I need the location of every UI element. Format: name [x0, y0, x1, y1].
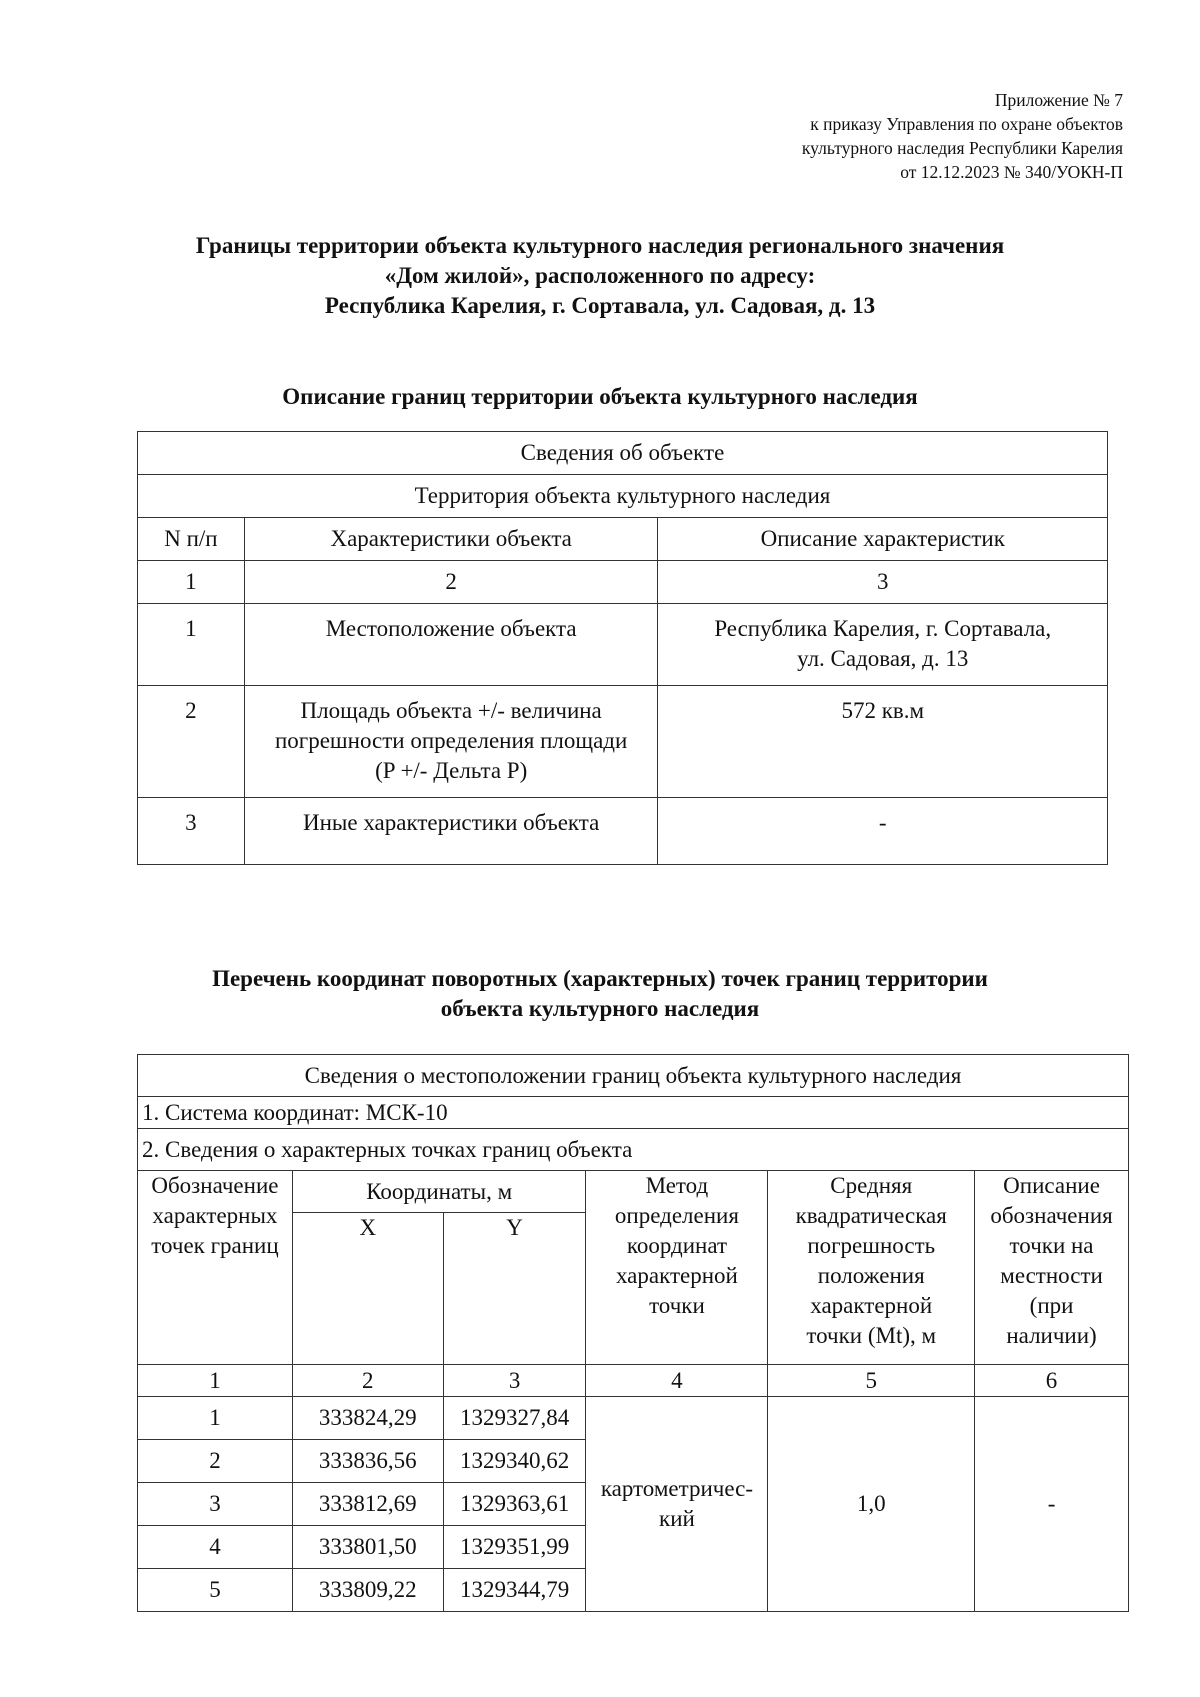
object-info-table — [137, 431, 1108, 865]
point-number: 1 — [138, 1397, 293, 1440]
heading-line: Перечень координат поворотных (характерных) точек границ территории — [212, 966, 988, 991]
header-y: Y — [443, 1213, 586, 1365]
method-cell — [586, 1397, 768, 1612]
table-row — [138, 604, 1108, 686]
row-characteristic — [244, 686, 658, 798]
header-line: точек границ — [151, 1233, 279, 1258]
row-number: 2 — [138, 686, 245, 798]
description-line: Республика Карелия, г. Сортавала, — [714, 616, 1052, 641]
description-cell: - — [975, 1397, 1129, 1612]
point-number: 5 — [138, 1569, 293, 1612]
row-description: 572 кв.м — [658, 686, 1108, 798]
column-header: Характеристики объекта — [244, 518, 658, 561]
header-x: X — [292, 1213, 443, 1365]
heading-line: объекта культурного наследия — [440, 996, 760, 1021]
column-number: 5 — [768, 1365, 975, 1397]
row-number: 1 — [138, 604, 245, 686]
table-row — [138, 686, 1108, 798]
table-row — [138, 1397, 1129, 1440]
row-characteristic: Местоположение объекта — [244, 604, 658, 686]
accuracy-cell: 1,0 — [768, 1397, 975, 1612]
description-line: ул. Садовая, д. 13 — [797, 646, 969, 671]
header-line: Средняя — [830, 1173, 913, 1198]
header-line: положения — [817, 1263, 925, 1288]
point-x: 333812,69 — [292, 1483, 443, 1526]
points-caption: 2. Сведения о характерных точках границ объекта — [138, 1129, 1129, 1171]
header-line: обозначения — [990, 1203, 1113, 1228]
table-row — [138, 798, 1108, 865]
annex-header — [802, 88, 1123, 184]
point-y: 1329340,62 — [443, 1440, 586, 1483]
annex-line: Приложение № 7 — [994, 90, 1123, 110]
column-number: 3 — [658, 561, 1108, 604]
header-description — [975, 1171, 1129, 1365]
header-line: квадратическая — [795, 1203, 947, 1228]
header-accuracy — [768, 1171, 975, 1365]
point-y: 1329363,61 — [443, 1483, 586, 1526]
header-line: (при — [1029, 1293, 1074, 1318]
column-number: 1 — [138, 1365, 293, 1397]
column-number: 6 — [975, 1365, 1129, 1397]
header-line: точки на — [1009, 1233, 1094, 1258]
characteristic-line: Площадь объекта +/- величина — [300, 698, 602, 723]
title-line: Границы территории объекта культурного наследия регионального значения — [195, 233, 1005, 258]
row-description: - — [658, 798, 1108, 865]
header-point-designation — [138, 1171, 293, 1365]
header-line: Метод — [645, 1173, 709, 1198]
row-number: 3 — [138, 798, 245, 865]
header-line: характерной — [615, 1263, 738, 1288]
point-y: 1329344,79 — [443, 1569, 586, 1612]
header-line: точки (Mt), м — [806, 1323, 937, 1348]
column-number: 2 — [292, 1365, 443, 1397]
row-description — [658, 604, 1108, 686]
point-number: 3 — [138, 1483, 293, 1526]
coordinate-system: 1. Система координат: МСК-10 — [138, 1097, 1129, 1129]
header-coordinates: Координаты, м — [292, 1171, 586, 1213]
annex-line: от 12.12.2023 № 340/УОКН-П — [900, 162, 1123, 182]
row-characteristic: Иные характеристики объекта — [244, 798, 658, 865]
point-y: 1329327,84 — [443, 1397, 586, 1440]
annex-line: к приказу Управления по охране объектов — [810, 114, 1123, 134]
document-title — [0, 231, 1200, 321]
title-line: Республика Карелия, г. Сортавала, ул. Садовая, д. 13 — [324, 293, 876, 318]
annex-line: культурного наследия Республики Карелия — [801, 138, 1123, 158]
header-line: местности — [1000, 1263, 1103, 1288]
header-line: точки — [649, 1293, 705, 1318]
column-number: 2 — [244, 561, 658, 604]
header-line: Обозначение — [151, 1173, 279, 1198]
characteristic-line: погрешности определения площади — [274, 728, 628, 753]
header-line: характерных — [152, 1203, 278, 1228]
table-caption: Сведения о местоположении границ объекта культурного наследия — [138, 1055, 1129, 1097]
section1-heading: Описание границ территории объекта культурного наследия — [282, 384, 918, 409]
point-number: 4 — [138, 1526, 293, 1569]
header-line: определения — [614, 1203, 739, 1228]
column-number: 1 — [138, 561, 245, 604]
characteristic-line: (P +/- Дельта P) — [375, 758, 528, 783]
point-y: 1329351,99 — [443, 1526, 586, 1569]
header-line: координат — [626, 1233, 727, 1258]
header-line: наличии) — [1006, 1323, 1097, 1348]
column-number: 3 — [443, 1365, 586, 1397]
point-number: 2 — [138, 1440, 293, 1483]
method-line: картометричес- — [600, 1476, 753, 1501]
coordinates-table — [137, 1054, 1129, 1612]
column-number: 4 — [586, 1365, 768, 1397]
section2-heading — [0, 964, 1200, 1024]
method-line: кий — [659, 1506, 695, 1531]
table-caption: Территория объекта культурного наследия — [138, 475, 1108, 518]
column-header: Описание характеристик — [658, 518, 1108, 561]
header-line: погрешность — [807, 1233, 936, 1258]
header-method — [586, 1171, 768, 1365]
column-header: N п/п — [138, 518, 245, 561]
point-x: 333809,22 — [292, 1569, 443, 1612]
point-x: 333824,29 — [292, 1397, 443, 1440]
header-line: характерной — [810, 1293, 933, 1318]
header-line: Описание — [1003, 1173, 1100, 1198]
title-line: «Дом жилой», расположенного по адресу: — [384, 263, 816, 288]
point-x: 333836,56 — [292, 1440, 443, 1483]
table-caption: Сведения об объекте — [138, 432, 1108, 475]
point-x: 333801,50 — [292, 1526, 443, 1569]
